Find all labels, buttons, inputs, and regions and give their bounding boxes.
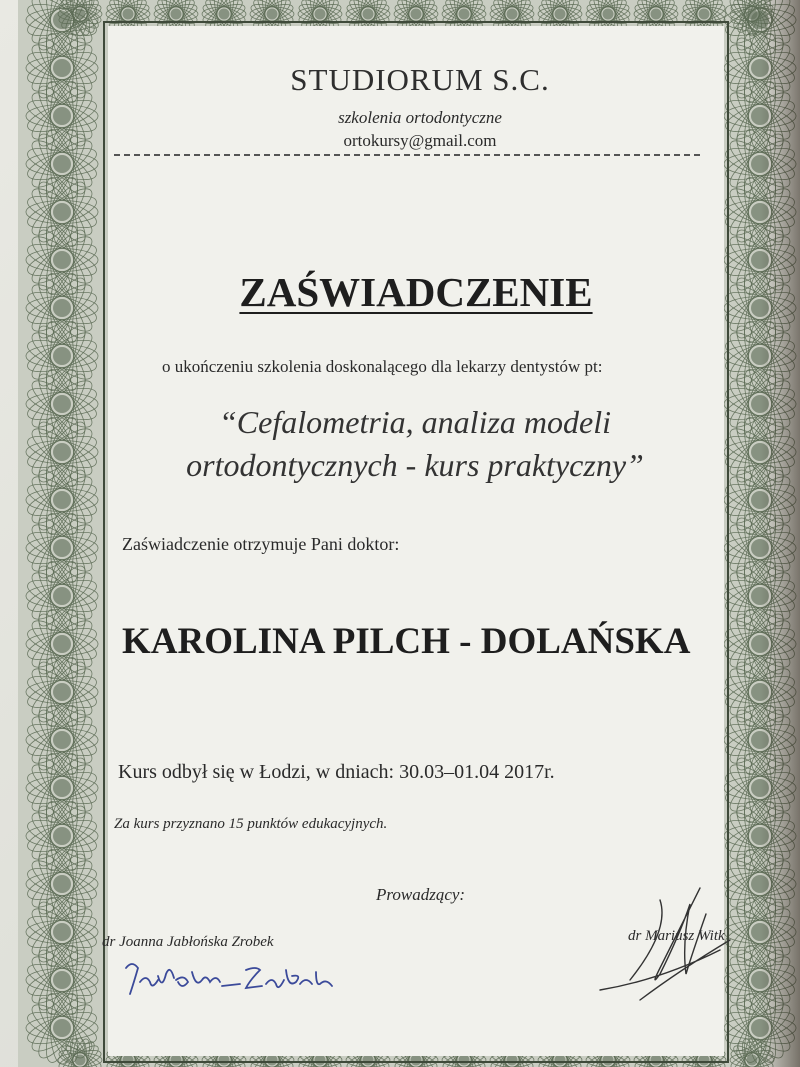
- signature-left: [126, 964, 332, 994]
- course-location-dates: Kurs odbył się w Łodzi, w dniach: 30.03–01.04 2017r.: [118, 761, 555, 783]
- course-title-line-2: ortodontycznych - kurs praktyczny”: [186, 447, 644, 483]
- company-email: ortokursy@gmail.com: [343, 131, 497, 150]
- company-name: STUDIORUM S.C.: [290, 62, 550, 97]
- recipient-name: KAROLINA PILCH - DOLAŃSKA: [122, 621, 691, 662]
- instructor-left-name: dr Joanna Jabłońska Zrobek: [102, 934, 274, 950]
- page-shadow: [760, 0, 800, 1067]
- recipient-label: Zaświadczenie otrzymuje Pani doktor:: [122, 534, 400, 554]
- instructors-label: Prowadzący:: [376, 885, 466, 904]
- document-title: ZAŚWIADCZENIE: [239, 269, 593, 315]
- course-title-line-1: “Cefalometria, analiza modeli: [219, 404, 611, 440]
- instructor-right-name: dr Mariusz Witk: [628, 928, 725, 944]
- education-points: Za kurs przyznano 15 punktów edukacyjnych.: [114, 816, 388, 832]
- signature-right: [600, 888, 730, 1000]
- company-subtitle: szkolenia ortodontyczne: [338, 108, 502, 127]
- intro-text: o ukończeniu szkolenia doskonalącego dla lekarzy dentystów pt:: [162, 357, 603, 376]
